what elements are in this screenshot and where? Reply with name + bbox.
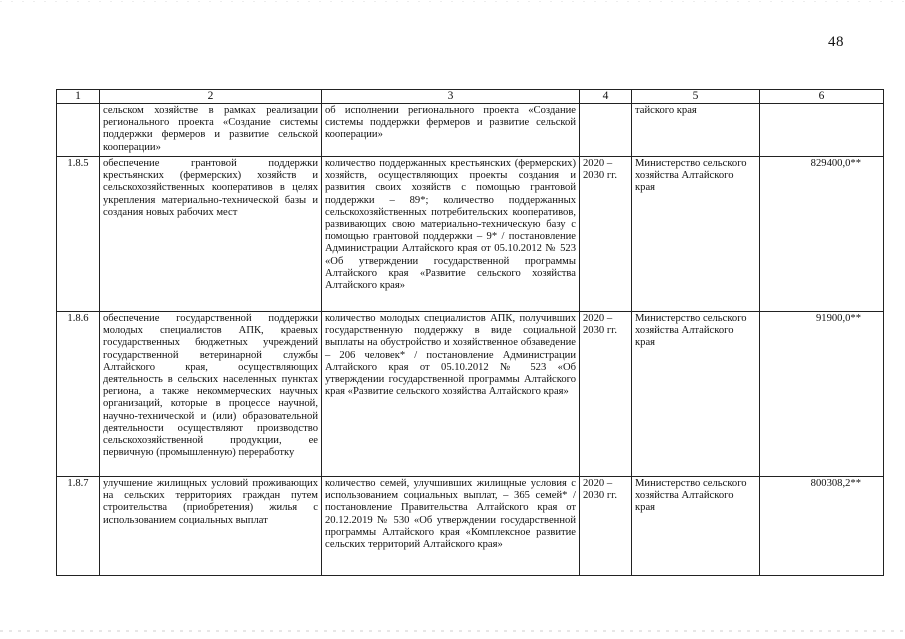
period-cell xyxy=(580,104,632,157)
table-header-row xyxy=(57,90,884,104)
row-number xyxy=(57,104,100,157)
period-cell: 2020 – 2030 гг. xyxy=(580,312,632,477)
activity-cell: обеспечение грантовой поддержки крестьянских (фермерских) хозяйств и сельскохозяйственных кооперативов в целях укрепления материально-технической базы и создания новых рабочих мест xyxy=(100,157,322,312)
table-row xyxy=(57,104,884,157)
column-header-3: 3 xyxy=(322,90,580,104)
amount-cell xyxy=(760,104,884,157)
table-row xyxy=(57,477,884,576)
activity-cell: улучшение жилищных условий проживающих на сельских территориях граждан путем строительства (приобретения) жилья с использованием социальных выплат xyxy=(100,477,322,576)
table-row xyxy=(57,312,884,477)
column-header-1: 1 xyxy=(57,90,100,104)
indicator-cell: об исполнении регионального проекта «Создание системы поддержки фермеров и развитие сельской кооперации» xyxy=(322,104,580,157)
period-cell: 2020 – 2030 гг. xyxy=(580,477,632,576)
scan-noise-bottom xyxy=(0,630,905,632)
column-header-5: 5 xyxy=(632,90,760,104)
row-number: 1.8.6 xyxy=(57,312,100,477)
activity-cell: сельском хозяйстве в рамках реализации регионального проекта «Создание системы поддержки фермеров и развитие сельской кооперации» xyxy=(100,104,322,157)
period-cell: 2020 – 2030 гг. xyxy=(580,157,632,312)
row-number: 1.8.5 xyxy=(57,157,100,312)
table-row xyxy=(57,157,884,312)
column-header-4: 4 xyxy=(580,90,632,104)
scan-noise-top xyxy=(0,1,905,2)
row-number: 1.8.7 xyxy=(57,477,100,576)
executor-cell: тайского края xyxy=(632,104,760,157)
page-number: 48 xyxy=(828,34,844,50)
amount-cell: 800308,2** xyxy=(760,477,884,576)
executor-cell: Министерство сельского хозяйства Алтайского края xyxy=(632,477,760,576)
executor-cell: Министерство сельского хозяйства Алтайского края xyxy=(632,312,760,477)
column-header-2: 2 xyxy=(100,90,322,104)
indicator-cell: количество поддержанных крестьянских (фермерских) хозяйств, осуществляющих проекты создания и развития своих хозяйств с помощью грантовой поддержки – 89*; количество поддержанных сельскохозяйственных потребительских кооперативов, развивающих свою материально-техническую базу с помощью грантовой поддержки – 9* / постановление Администрации Алтайского края от 05.10.2012 № 523 «Об утверждении государственной программы Алтайского края «Развитие сельского хозяйства Алтайского края» xyxy=(322,157,580,312)
indicator-cell: количество молодых специалистов АПК, получивших государственную поддержку в виде социальной выплаты на обустройство и хозяйственное обзаведение – 206 человек* / постановление Администрации Алтайского края от 05.10.2012 № 523 «Об утверждении государственной программы Алтайского края «Развитие сельского хозяйства Алтайского края» xyxy=(322,312,580,477)
executor-cell: Министерство сельского хозяйства Алтайского края xyxy=(632,157,760,312)
indicator-cell: количество семей, улучшивших жилищные условия с использованием социальных выплат, – 365 семей* / постановление Правительства Алтайского края от 20.12.2019 № 530 «Об утверждении государственной программы Алтайского края «Комплексное развитие сельских территорий Алтайского края» xyxy=(322,477,580,576)
activity-cell: обеспечение государственной поддержки молодых специалистов АПК, краевых государственных бюджетных учреждений государственной ветеринарной службы Алтайского края, осуществляющих деятельность в сельских населенных пунктах региона, а также некоммерческих научных организаций, которые в процессе научной, научно-технической и (или) образовательной деятельности осуществляют производство сельскохозяйственной продукции, ее первичную (промышленную) переработку xyxy=(100,312,322,477)
program-activities-table xyxy=(56,89,884,576)
amount-cell: 829400,0** xyxy=(760,157,884,312)
amount-cell: 91900,0** xyxy=(760,312,884,477)
column-header-6: 6 xyxy=(760,90,884,104)
